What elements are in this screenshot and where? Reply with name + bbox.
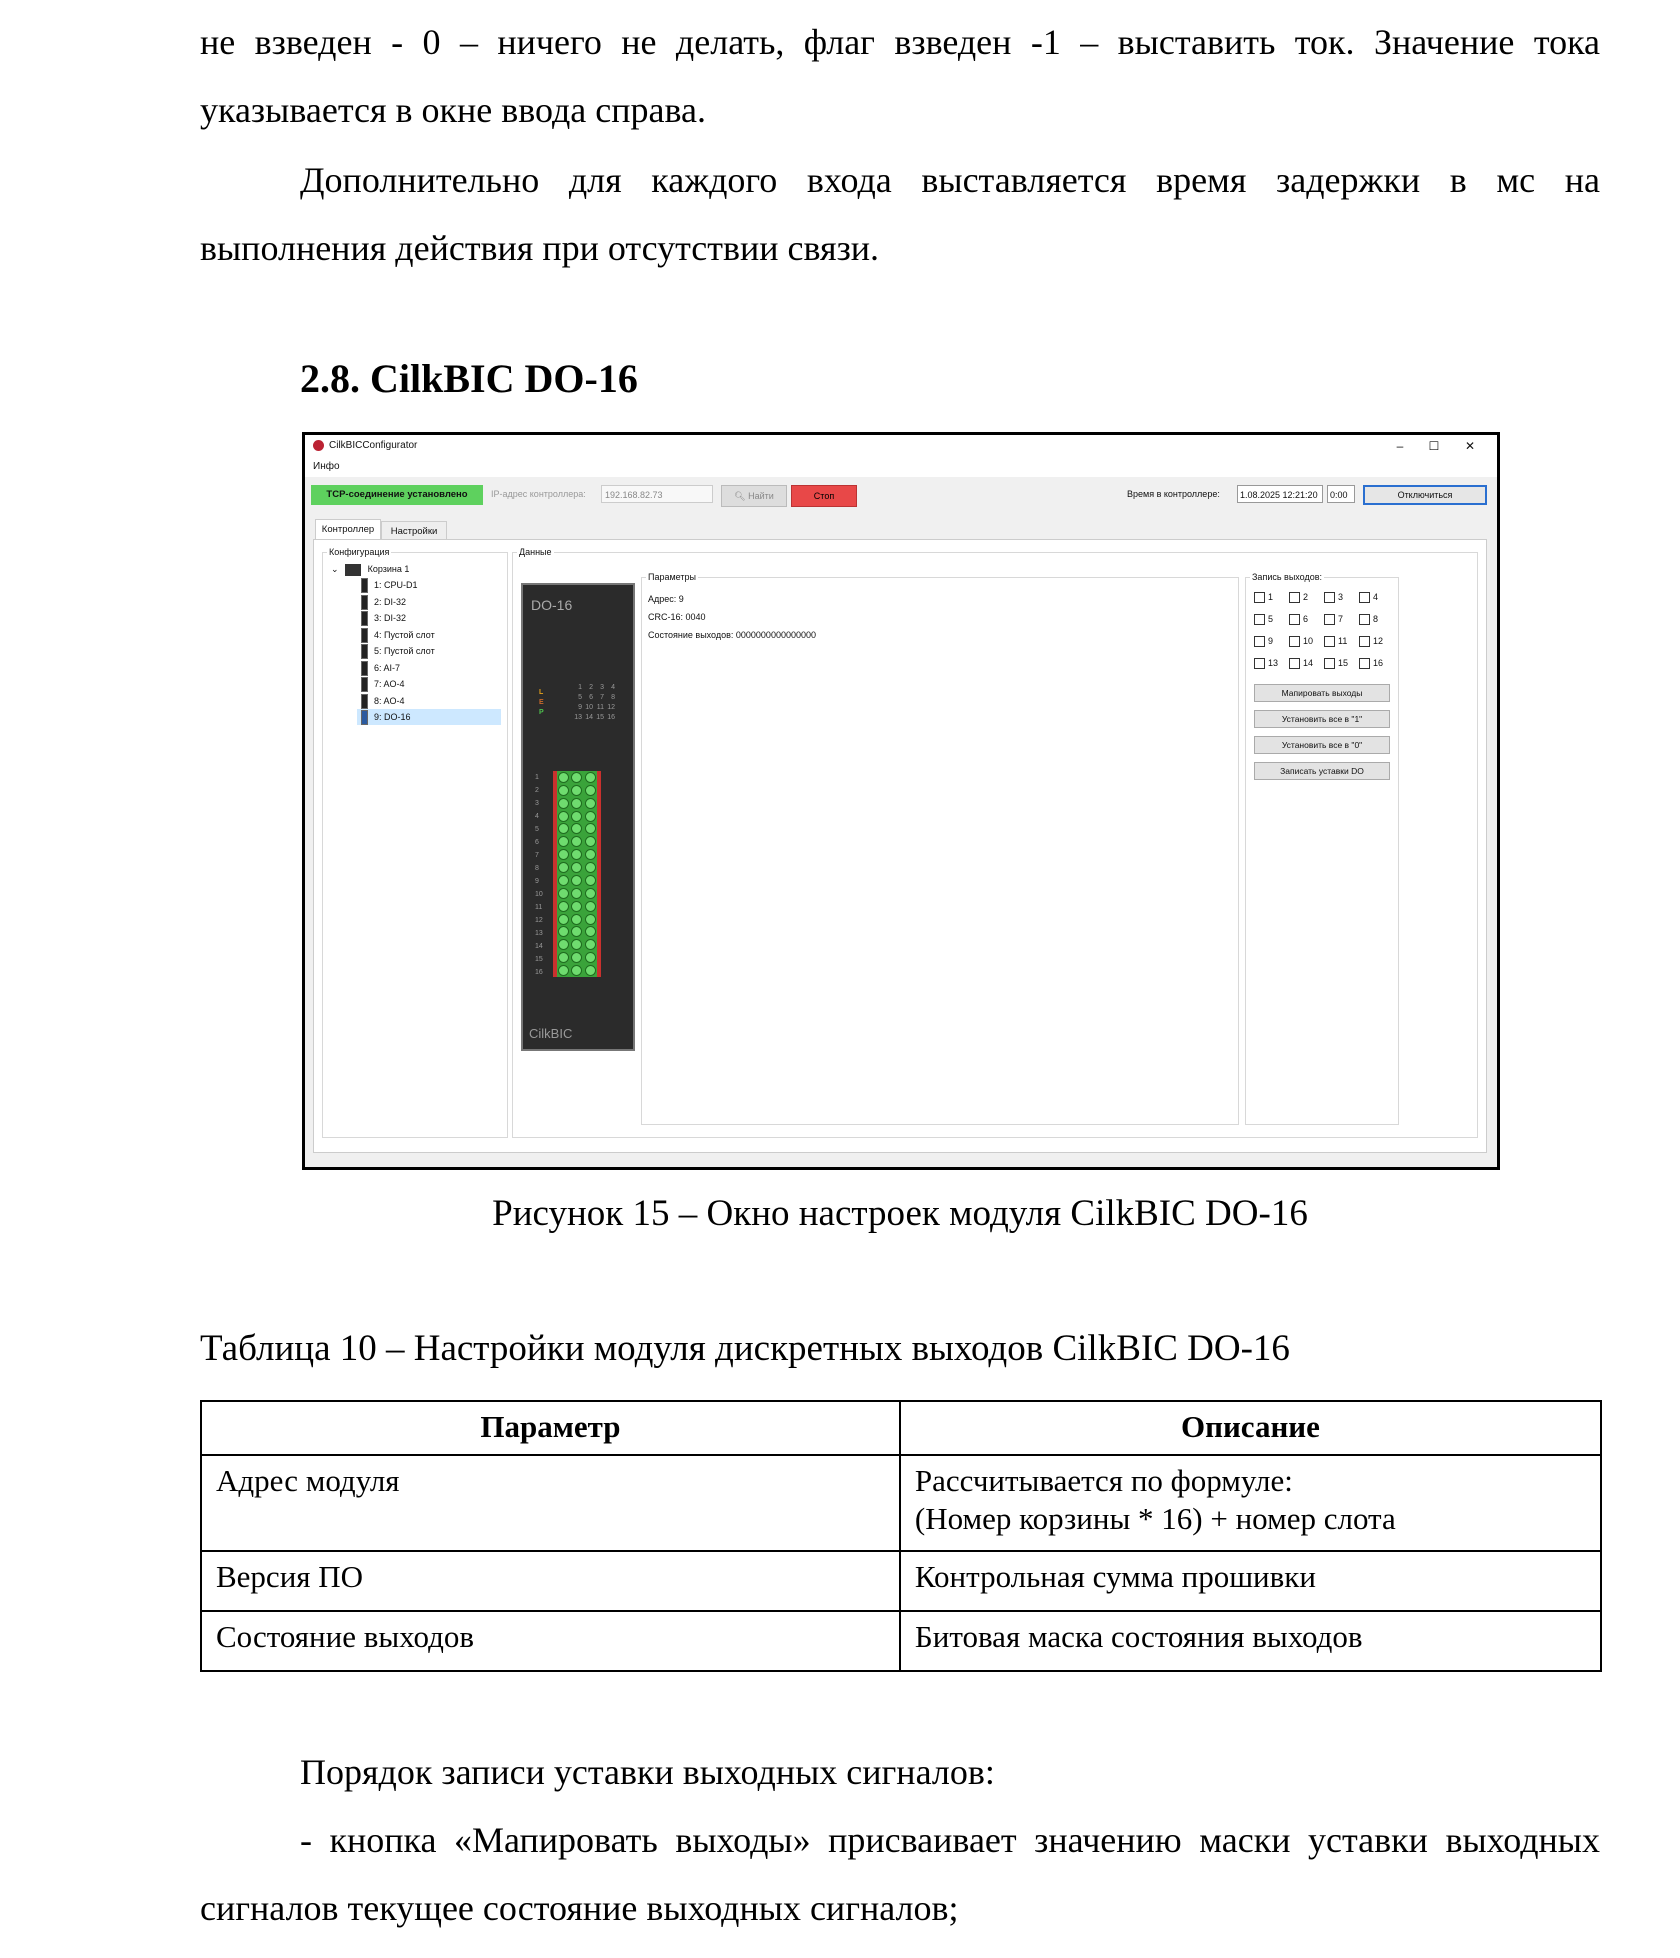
- table-caption: Таблица 10 – Настройки модуля дискретных выходов CilkBIC DO-16: [200, 1328, 1290, 1369]
- tree-root-label: Корзина 1: [367, 564, 410, 574]
- terminal-row: [557, 887, 597, 900]
- set-all-1-button[interactable]: Установить все в "1": [1254, 710, 1390, 728]
- terminal-number: 7: [535, 852, 539, 859]
- tree-item-5[interactable]: [361, 643, 435, 659]
- channel-number: 6: [589, 694, 593, 701]
- time-label: Время в контроллере:: [1127, 489, 1220, 499]
- terminal-screw-icon: [558, 914, 569, 925]
- table-cell: Адрес модуля: [201, 1455, 900, 1551]
- terminal-row: [557, 835, 597, 848]
- table-row: [201, 1611, 1601, 1671]
- terminal-screw-icon: [585, 926, 596, 937]
- find-button-label: Найти: [748, 491, 774, 501]
- channel-number: 7: [600, 694, 604, 701]
- ip-label: IP-адрес контроллера:: [491, 489, 586, 499]
- outputs-state: Состояние выходов: 0000000000000000: [648, 630, 816, 640]
- led-l: L: [539, 689, 544, 696]
- tree-item-3[interactable]: [361, 610, 406, 626]
- terminal-screw-icon: [571, 939, 582, 950]
- checkbox-box[interactable]: [1254, 592, 1265, 603]
- checkbox-box[interactable]: [1324, 636, 1335, 647]
- connection-status-badge: TCP-соединение установлено: [311, 485, 483, 505]
- checkbox-box[interactable]: [1289, 658, 1300, 669]
- terminal-row: [557, 848, 597, 861]
- checkbox-box[interactable]: [1254, 658, 1265, 669]
- menu-bar: [305, 457, 1497, 477]
- data-label: Данные: [519, 547, 552, 557]
- channel-number: 5: [578, 694, 582, 701]
- tree-item-label: 6: AI-7: [374, 662, 401, 673]
- terminal-row: [557, 784, 597, 797]
- checkbox-box[interactable]: [1289, 636, 1300, 647]
- tree-item-label: 2: DI-32: [374, 596, 407, 607]
- module-icon: [361, 710, 368, 725]
- module-name: DO-16: [531, 597, 573, 613]
- terminal-number: 16: [535, 969, 543, 976]
- checkbox-label: 4: [1373, 592, 1379, 602]
- checkbox-box[interactable]: [1289, 592, 1300, 603]
- terminal-number: 4: [535, 813, 539, 820]
- toolbar: [305, 477, 1497, 513]
- module-icon: [361, 644, 368, 659]
- tree-item-label: 4: Пустой слот: [374, 629, 435, 640]
- terminal-number: 11: [535, 904, 543, 911]
- channel-number: 16: [607, 714, 615, 721]
- data-group: [512, 547, 1478, 1138]
- column-header: Параметр: [201, 1401, 900, 1455]
- output-checkbox-9[interactable]: [1254, 636, 1273, 647]
- checkbox-box[interactable]: [1359, 636, 1370, 647]
- checkbox-label: 9: [1268, 636, 1274, 646]
- led-e: E: [539, 699, 544, 706]
- terminal-screw-icon: [585, 772, 596, 783]
- table-row: [201, 1455, 1601, 1551]
- terminal-screw-icon: [558, 785, 569, 796]
- set-all-0-button[interactable]: Установить все в "0": [1254, 736, 1390, 754]
- channel-number-grid: [571, 683, 615, 723]
- terminal-screw-icon: [571, 952, 582, 963]
- tab-settings[interactable]: Настройки: [381, 521, 447, 541]
- table-cell: Контрольная сумма прошивки: [900, 1551, 1601, 1611]
- output-checkbox-15[interactable]: [1324, 658, 1348, 669]
- terminal-screw-icon: [571, 849, 582, 860]
- terminal-screw-icon: [558, 772, 569, 783]
- output-checkbox-10[interactable]: [1289, 636, 1313, 647]
- terminal-number: 13: [535, 930, 543, 937]
- terminal-screw-icon: [585, 939, 596, 950]
- checkbox-label: 6: [1303, 614, 1309, 624]
- terminal-row: [557, 810, 597, 823]
- terminal-screw-icon: [585, 836, 596, 847]
- write-outputs-group: [1245, 572, 1399, 1125]
- checkbox-label: 13: [1268, 658, 1279, 668]
- app-icon: [313, 440, 324, 451]
- tree-item-label: 1: CPU-D1: [374, 580, 418, 590]
- terminal-number: 3: [535, 800, 539, 807]
- checkbox-label: 14: [1303, 658, 1314, 668]
- channel-number: 10: [585, 704, 593, 711]
- checkbox-label: 2: [1303, 592, 1309, 602]
- terminal-screw-icon: [571, 811, 582, 822]
- checkbox-label: 16: [1373, 658, 1384, 668]
- terminal-screw-icon: [558, 862, 569, 873]
- write-do-setpoints-button[interactable]: Записать уставки DO: [1254, 762, 1390, 780]
- terminal-number: 14: [535, 943, 543, 950]
- terminal-number: 9: [535, 878, 539, 885]
- terminal-row: [557, 926, 597, 939]
- terminal-screw-icon: [585, 823, 596, 834]
- cell-line: Рассчитывается по формуле:: [914, 1463, 1293, 1498]
- checkbox-box[interactable]: [1324, 658, 1335, 669]
- terminal-screw-icon: [585, 914, 596, 925]
- terminal-screw-icon: [585, 888, 596, 899]
- tree-item-label: 3: DI-32: [374, 613, 407, 623]
- tree-item-7[interactable]: [361, 676, 405, 692]
- timezone-input[interactable]: 0:00: [1327, 485, 1355, 503]
- terminal-row: [557, 823, 597, 836]
- ip-input[interactable]: 192.168.82.73: [601, 485, 713, 503]
- output-checkbox-12[interactable]: [1359, 636, 1383, 647]
- table-header-row: [201, 1401, 1601, 1455]
- led-p: P: [539, 709, 544, 716]
- tree-item-9[interactable]: [357, 709, 501, 725]
- settings-table: [200, 1400, 1602, 1672]
- output-checkbox-3[interactable]: [1324, 592, 1343, 603]
- channel-number: 8: [611, 694, 615, 701]
- table-cell: Версия ПО: [201, 1551, 900, 1611]
- tree-item-1[interactable]: [361, 577, 418, 593]
- output-checkbox-4[interactable]: [1359, 592, 1378, 603]
- intro-paragraph-2: Дополнительно для каждого входа выставляется время задержки в мс на выполнения действия при отсутствии связи.: [200, 160, 1600, 268]
- terminal-row: [557, 874, 597, 887]
- checkbox-box[interactable]: [1254, 636, 1265, 647]
- output-checkbox-14[interactable]: [1289, 658, 1313, 669]
- terminal-screw-icon: [558, 798, 569, 809]
- chevron-down-icon[interactable]: ⌄: [331, 564, 339, 574]
- terminal-screw-icon: [558, 875, 569, 886]
- terminal-screw-icon: [558, 888, 569, 899]
- table-cell: Битовая маска состояния выходов: [900, 1611, 1601, 1671]
- section-heading: 2.8. CilkBIC DO-16: [300, 356, 638, 401]
- channel-number: 13: [574, 714, 582, 721]
- menu-info[interactable]: Инфо: [313, 461, 340, 472]
- terminal-screw-icon: [571, 914, 582, 925]
- terminal-row: [557, 951, 597, 964]
- stop-button[interactable]: Стоп: [791, 485, 857, 507]
- find-button[interactable]: [721, 485, 787, 507]
- terminal-row: [557, 964, 597, 977]
- terminal-number: 8: [535, 865, 539, 872]
- terminal-screw-icon: [558, 939, 569, 950]
- terminal-screw-icon: [585, 862, 596, 873]
- table-cell: Состояние выходов: [201, 1611, 900, 1671]
- configuration-group: [322, 547, 508, 1138]
- terminal-screw-icon: [585, 785, 596, 796]
- channel-number: 2: [589, 684, 593, 691]
- search-icon: 🔍︎: [734, 491, 746, 501]
- tree-item-6[interactable]: [361, 660, 400, 676]
- module-icon: [361, 694, 368, 709]
- parameters-label: Параметры: [648, 572, 696, 582]
- terminal-block: [553, 771, 601, 977]
- output-checkbox-11[interactable]: [1324, 636, 1347, 647]
- module-image: [521, 583, 635, 1051]
- module-icon: [361, 661, 368, 676]
- channel-number: 14: [585, 714, 593, 721]
- terminal-numbers: [535, 771, 543, 979]
- output-checkbox-5[interactable]: [1254, 614, 1273, 625]
- terminal-screw-icon: [558, 965, 569, 976]
- channel-number: 15: [596, 714, 604, 721]
- checkbox-box[interactable]: [1359, 592, 1370, 603]
- checkbox-box[interactable]: [1254, 614, 1265, 625]
- terminal-row: [557, 913, 597, 926]
- terminal-screw-icon: [585, 849, 596, 860]
- checkbox-label: 8: [1373, 614, 1379, 624]
- terminal-screw-icon: [571, 785, 582, 796]
- module-brand: CilkBIC: [529, 1026, 573, 1041]
- terminal-screw-icon: [585, 901, 596, 912]
- module-icon: [361, 677, 368, 692]
- terminal-screw-icon: [571, 875, 582, 886]
- terminal-screw-icon: [558, 901, 569, 912]
- checkbox-label: 15: [1338, 658, 1349, 668]
- channel-number: 1: [578, 684, 582, 691]
- terminal-screw-icon: [571, 836, 582, 847]
- controller-time-input[interactable]: 1.08.2025 12:21:20: [1237, 485, 1323, 503]
- module-icon: [361, 611, 368, 626]
- tree-item-label: 9: DO-16: [374, 712, 411, 722]
- module-icon: [361, 578, 368, 593]
- checkbox-box[interactable]: [1324, 614, 1335, 625]
- intro-paragraph-1: не взведен - 0 – ничего не делать, флаг взведен -1 – выставить ток. Значение тока указывается в окне ввода справа.: [200, 22, 1600, 130]
- terminal-screw-icon: [571, 926, 582, 937]
- tree-item-label: 5: Пустой слот: [374, 646, 435, 656]
- checkbox-label: 10: [1303, 636, 1314, 646]
- output-checkbox-7[interactable]: [1324, 614, 1343, 625]
- terminal-screw-icon: [558, 823, 569, 834]
- table-cell: [900, 1455, 1601, 1551]
- terminal-number: 5: [535, 826, 539, 833]
- parameters-group: [641, 572, 1239, 1125]
- module-crc: CRC-16: 0040: [648, 612, 706, 622]
- channel-number: 11: [596, 704, 604, 711]
- close-icon[interactable]: ✕: [1464, 439, 1476, 453]
- checkbox-label: 12: [1373, 636, 1384, 646]
- tree-item-8[interactable]: [361, 693, 405, 709]
- terminal-number: 2: [535, 787, 539, 794]
- outro-paragraph-1: Порядок записи уставки выходных сигналов:: [300, 1752, 995, 1792]
- channel-number: 4: [611, 684, 615, 691]
- tree-root[interactable]: [331, 561, 409, 577]
- output-checkbox-8[interactable]: [1359, 614, 1378, 625]
- minimize-icon[interactable]: –: [1396, 439, 1404, 453]
- output-checkbox-16[interactable]: [1359, 658, 1383, 669]
- checkbox-box[interactable]: [1289, 614, 1300, 625]
- output-checkbox-1[interactable]: [1254, 592, 1273, 603]
- tree-item-label: 8: AO-4: [374, 695, 405, 706]
- terminal-number: 10: [535, 891, 543, 898]
- terminal-row: [557, 861, 597, 874]
- terminal-screw-icon: [585, 798, 596, 809]
- tree-item-label: 7: AO-4: [374, 679, 405, 689]
- terminal-screw-icon: [558, 811, 569, 822]
- terminal-row: [557, 797, 597, 810]
- title-bar: [305, 435, 1497, 457]
- outro-paragraph-2: - кнопка «Мапировать выходы» присваивает значению маски уставки выходных сигналов текущее состояние выходных сигналов;: [200, 1820, 1600, 1928]
- controller-tab-pane: [313, 539, 1487, 1153]
- terminal-screw-icon: [558, 926, 569, 937]
- module-icon: [361, 595, 368, 610]
- channel-number: 3: [600, 684, 604, 691]
- channel-number: 12: [607, 704, 615, 711]
- app-screenshot: [302, 432, 1500, 1170]
- tab-controller[interactable]: Контроллер: [315, 519, 381, 541]
- terminal-row: [557, 771, 597, 784]
- table-row: [201, 1551, 1601, 1611]
- checkbox-box[interactable]: [1359, 614, 1370, 625]
- disconnect-button[interactable]: Отключиться: [1363, 485, 1487, 505]
- output-checkbox-6[interactable]: [1289, 614, 1308, 625]
- terminal-screw-icon: [585, 875, 596, 886]
- channel-number: 9: [578, 704, 582, 711]
- terminal-screw-icon: [585, 811, 596, 822]
- terminal-screw-icon: [571, 823, 582, 834]
- terminal-number: 6: [535, 839, 539, 846]
- tree-item-4[interactable]: [361, 627, 435, 643]
- terminal-screw-icon: [571, 772, 582, 783]
- module-address: Адрес: 9: [648, 594, 684, 604]
- terminal-screw-icon: [571, 862, 582, 873]
- terminal-screw-icon: [558, 836, 569, 847]
- checkbox-label: 7: [1338, 614, 1344, 624]
- terminal-row: [557, 938, 597, 951]
- terminal-screw-icon: [571, 965, 582, 976]
- checkbox-box[interactable]: [1359, 658, 1370, 669]
- terminal-number: 15: [535, 956, 543, 963]
- maximize-icon[interactable]: ☐: [1428, 439, 1440, 453]
- terminal-screw-icon: [585, 952, 596, 963]
- terminal-screw-icon: [558, 952, 569, 963]
- map-outputs-button[interactable]: Мапировать выходы: [1254, 684, 1390, 702]
- write-outputs-label: Запись выходов:: [1252, 572, 1323, 582]
- output-checkbox-2[interactable]: [1289, 592, 1308, 603]
- terminal-row: [557, 900, 597, 913]
- cell-line: (Номер корзины * 16) + номер слота: [914, 1501, 1396, 1536]
- column-header: Описание: [900, 1401, 1601, 1455]
- configuration-label: Конфигурация: [329, 547, 390, 557]
- output-checkbox-13[interactable]: [1254, 658, 1278, 669]
- figure-caption: Рисунок 15 – Окно настроек модуля CilkBIC DO-16: [492, 1193, 1308, 1234]
- checkbox-label: 1: [1268, 592, 1274, 602]
- module-icon: [361, 628, 368, 643]
- terminal-screw-icon: [571, 888, 582, 899]
- terminal-screw-icon: [571, 901, 582, 912]
- checkbox-label: 3: [1338, 592, 1344, 602]
- terminal-screw-icon: [571, 798, 582, 809]
- terminal-number: 1: [535, 774, 539, 781]
- checkbox-box[interactable]: [1324, 592, 1335, 603]
- checkbox-label: 11: [1338, 636, 1348, 646]
- window-title: CilkBICConfigurator: [329, 440, 418, 451]
- terminal-number: 12: [535, 917, 543, 924]
- terminal-screw-icon: [558, 849, 569, 860]
- tree-item-2[interactable]: [361, 594, 406, 610]
- terminal-screw-icon: [585, 965, 596, 976]
- checkbox-label: 5: [1268, 614, 1274, 624]
- rack-icon: [345, 564, 361, 576]
